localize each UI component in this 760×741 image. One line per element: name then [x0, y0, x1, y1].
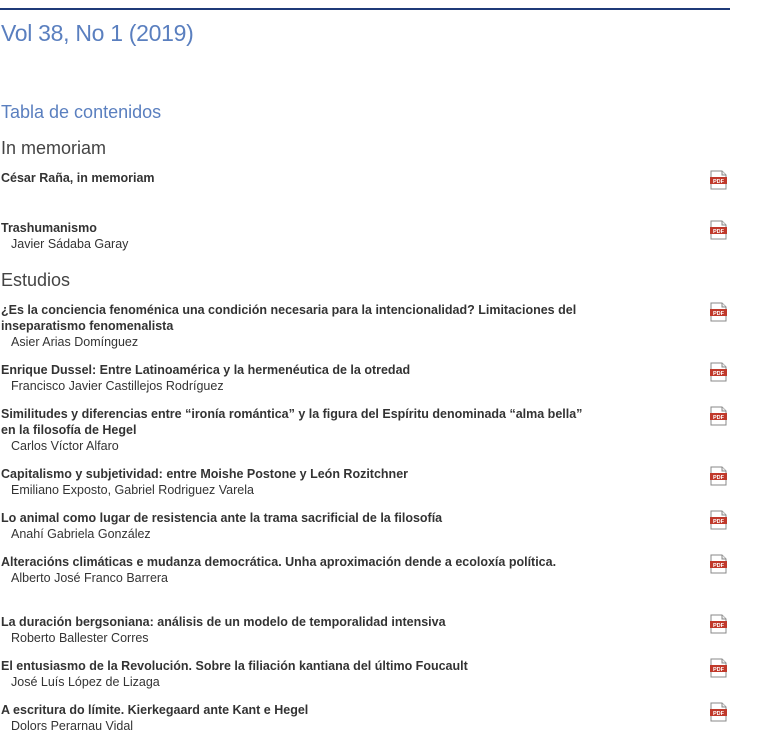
pdf-file-icon[interactable]: [710, 658, 727, 678]
article-authors: Francisco Javier Castillejos Rodríguez: [11, 379, 224, 393]
article-title-link[interactable]: Capitalismo y subjetividad: entre Moishe Postone y León Rozitchner: [1, 467, 409, 481]
toc-article: [1, 220, 731, 252]
svg-text:PDF: PDF: [713, 228, 724, 235]
toc-article: [1, 658, 731, 690]
article-authors: Dolors Perarnau Vidal: [11, 719, 134, 733]
article-title-link[interactable]: Alteracións climáticas e mudanza democrática. Unha aproximación dende a ecoloxía política.: [1, 555, 557, 569]
header-rule: [0, 8, 730, 10]
article-authors: Anahí Gabriela González: [11, 527, 151, 541]
article-authors: Alberto José Franco Barrera: [11, 571, 169, 585]
article-title-link[interactable]: Similitudes y diferencias entre “ironía romántica” y la figura del Espíritu denominada “alma bella” en la filosofía de Hegel: [1, 407, 583, 437]
toc-article: [1, 702, 731, 734]
article-title-link[interactable]: César Raña, in memoriam: [1, 171, 155, 185]
article-title-link[interactable]: A escritura do límite. Kierkegaard ante Kant e Hegel: [1, 703, 309, 717]
pdf-file-icon[interactable]: [710, 614, 727, 634]
article-title-link[interactable]: El entusiasmo de la Revolución. Sobre la filiación kantiana del último Foucault: [1, 659, 468, 673]
toc-article: [1, 614, 731, 646]
toc-heading: Tabla de contenidos: [1, 102, 162, 122]
article-authors: José Luís López de Lizaga: [11, 675, 160, 689]
issue-title: Vol 38, No 1 (2019): [1, 20, 194, 46]
article-title-link[interactable]: La duración bergsoniana: análisis de un modelo de temporalidad intensiva: [1, 615, 446, 629]
svg-text:PDF: PDF: [713, 310, 724, 317]
section-heading-estudios: Estudios: [1, 270, 71, 290]
svg-text:PDF: PDF: [713, 562, 724, 569]
svg-text:PDF: PDF: [713, 622, 724, 629]
svg-text:PDF: PDF: [713, 370, 724, 377]
pdf-file-icon[interactable]: [710, 170, 727, 190]
svg-text:PDF: PDF: [713, 178, 724, 185]
pdf-file-icon[interactable]: [710, 406, 727, 426]
article-authors: Roberto Ballester Corres: [11, 631, 149, 645]
pdf-file-icon[interactable]: [710, 466, 727, 486]
toc-article: [1, 302, 731, 350]
pdf-file-icon[interactable]: [710, 362, 727, 382]
svg-text:PDF: PDF: [713, 474, 724, 481]
article-title-link[interactable]: ¿Es la conciencia fenoménica una condición necesaria para la intencionalidad? Limitaciones del inseparatismo fenomenalista: [1, 303, 577, 333]
article-title-link[interactable]: Trashumanismo: [1, 221, 97, 235]
pdf-file-icon[interactable]: [710, 302, 727, 322]
pdf-file-icon[interactable]: [710, 510, 727, 530]
section-heading-in-memoriam: In memoriam: [1, 138, 107, 158]
svg-text:PDF: PDF: [713, 710, 724, 717]
toc-article: [1, 170, 731, 186]
svg-text:PDF: PDF: [713, 666, 724, 673]
toc-article: [1, 510, 731, 542]
pdf-file-icon[interactable]: [710, 702, 727, 722]
toc-article: [1, 362, 731, 394]
toc-article: [1, 406, 731, 454]
svg-text:PDF: PDF: [713, 414, 724, 421]
article-authors: Carlos Víctor Alfaro: [11, 439, 119, 453]
pdf-file-icon[interactable]: [710, 220, 727, 240]
article-title-link[interactable]: Lo animal como lugar de resistencia ante la trama sacrificial de la filosofía: [1, 511, 443, 525]
pdf-file-icon[interactable]: [710, 554, 727, 574]
svg-text:PDF: PDF: [713, 518, 724, 525]
toc-article: [1, 554, 731, 586]
article-authors: Emiliano Exposto, Gabriel Rodriguez Varela: [11, 483, 254, 497]
toc-article: [1, 466, 731, 498]
article-authors: Javier Sádaba Garay: [11, 237, 129, 251]
article-authors: Asier Arias Domínguez: [11, 335, 139, 349]
article-title-link[interactable]: Enrique Dussel: Entre Latinoamérica y la hermenéutica de la otredad: [1, 363, 411, 377]
